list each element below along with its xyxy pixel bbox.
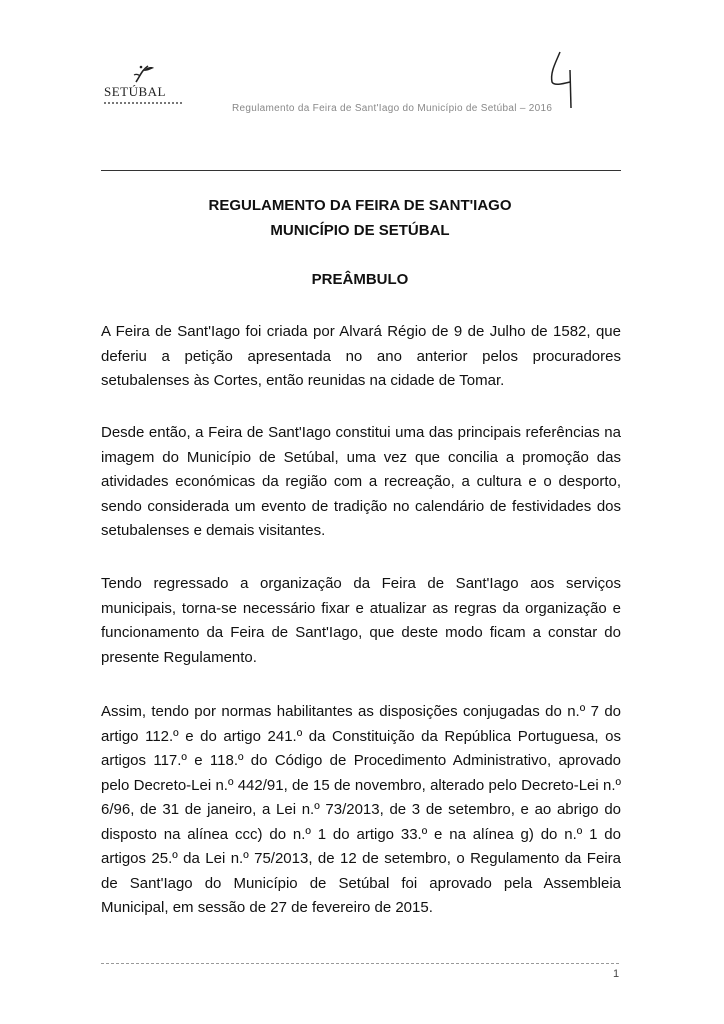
- document-subtitle: MUNICÍPIO DE SETÚBAL: [270, 222, 450, 239]
- footer-divider: [101, 963, 621, 964]
- document-title: REGULAMENTO DA FEIRA DE SANT'IAGO: [208, 197, 512, 214]
- logo-tagline: [104, 102, 184, 104]
- section-heading: PREÂMBULO: [311, 271, 409, 288]
- preamble-paragraph-2: Desde então, a Feira de Sant'Iago constitui uma das principais referências na imagem do Município de Setúbal, uma vez que concilia a promoção das atividades económicas da região com a recreação, a cultura e o desporto, sendo considerada um evento de tradição no calendário de festividades dos setubalenses e demais visitantes.: [101, 424, 621, 539]
- municipality-logo: [104, 62, 184, 112]
- preamble-paragraph-4: Assim, tendo por normas habilitantes as disposições conjugadas do n.º 7 do artigo 112.º e do artigo 241.º da Constituição da República Portuguesa, os artigos 117.º e 118.º do Código de Procedimento Administrativo, aprovado pelo Decreto-Lei n.º 442/91, de 15 de novembro, alterado pelo Decreto-Lei n.º 6/96, de 31 de janeiro, a Lei n.º 73/2013, de 3 de setembro, e ao abrigo do disposto na alínea ccc) do n.º 1 do artigo 33.º e na alínea g) do n.º 1 do artigos 25.º da Lei n.º 75/2013, de 12 de setembro, o Regulamento da Feira de Sant'Iago do Município de Setúbal foi aprovado pela Assembleia Municipal, em sessão de 27 de fevereiro de 2015.: [101, 703, 621, 916]
- header-reference: Regulamento da Feira de Sant'Iago do Município de Setúbal – 2016: [232, 103, 553, 114]
- logo-text: SETÚBAL: [104, 84, 166, 99]
- page-number: 1: [613, 968, 620, 980]
- header-divider: [101, 170, 621, 171]
- setubal-emblem-icon: [132, 62, 156, 84]
- preamble-paragraph-3: Tendo regressado a organização da Feira de Sant'Iago aos serviços municipais, torna-se necessário fixar e atualizar as regras da organização e funcionamento da Feira de Sant'Iago, que deste modo ficam a constar do presente Regulamento.: [101, 575, 621, 666]
- preamble-paragraph-1: A Feira de Sant'Iago foi criada por Alvará Régio de 9 de Julho de 1582, que deferiu a petição apresentada no ano anterior pelos procuradores setubalenses às Cortes, então reunidas na cidade de Tomar.: [101, 323, 621, 389]
